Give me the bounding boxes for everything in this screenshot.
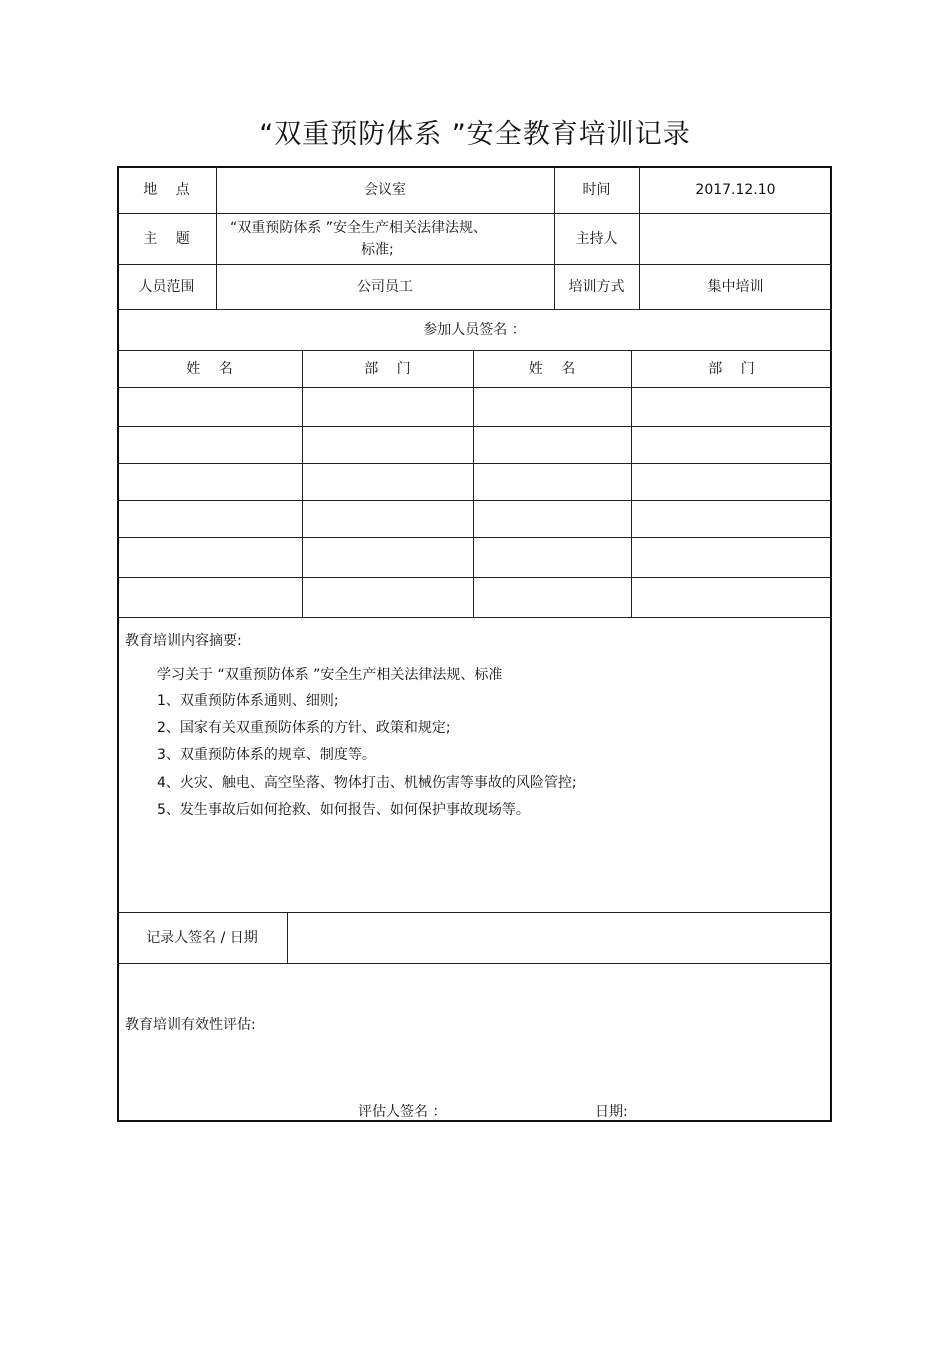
summary-item: 5、发生事故后如何抢救、如何报告、如何保护事故现场等。 xyxy=(157,802,530,818)
host-value[interactable] xyxy=(639,213,832,264)
attendee-name-cell[interactable] xyxy=(117,577,302,617)
attendee-name-cell[interactable] xyxy=(117,463,302,500)
location-value[interactable]: 会议室 xyxy=(364,181,406,198)
column-header-name: 姓 名 xyxy=(528,360,576,377)
summary-item: 3、双重预防体系的规章、制度等。 xyxy=(157,747,376,763)
attendee-name-cell[interactable] xyxy=(473,537,631,577)
attendee-department-cell[interactable] xyxy=(631,426,832,463)
topic-value[interactable] xyxy=(216,213,554,264)
summary-intro: 学习关于 “双重预防体系 ”安全生产相关法律法规、标准 xyxy=(157,667,503,683)
attendee-department-cell[interactable] xyxy=(631,537,832,577)
attendee-department-cell[interactable] xyxy=(302,463,473,500)
column-header-department: 部 门 xyxy=(364,360,411,377)
attendee-name-cell[interactable] xyxy=(473,500,631,537)
attendee-department-cell[interactable] xyxy=(302,537,473,577)
scope-value[interactable]: 公司员工 xyxy=(357,278,413,295)
attendee-department-cell[interactable] xyxy=(302,577,473,617)
attendee-name-cell[interactable] xyxy=(117,387,302,426)
summary-item: 4、火灾、触电、高空坠落、物体打击、机械伤害等事故的风险管控; xyxy=(157,775,577,791)
attendee-department-cell[interactable] xyxy=(631,500,832,537)
recorder-signature-field[interactable] xyxy=(287,912,832,963)
attendee-name-cell[interactable] xyxy=(117,500,302,537)
summary-item: 1、双重预防体系通则、细则; xyxy=(157,693,339,709)
attendee-department-cell[interactable] xyxy=(302,500,473,537)
evaluator-signature-label: 评估人签名 ： xyxy=(358,1104,447,1120)
attendee-department-cell[interactable] xyxy=(631,577,832,617)
summary-item: 2、国家有关双重预防体系的方针、政策和规定; xyxy=(157,720,451,736)
method-value[interactable]: 集中培训 xyxy=(707,278,764,295)
evaluation-heading: 教育培训有效性评估: xyxy=(125,1017,256,1033)
attendee-name-cell[interactable] xyxy=(473,577,631,617)
topic-label: 主 题 xyxy=(143,230,190,247)
row-divider xyxy=(117,963,832,964)
topic-value-line2: 标准; xyxy=(361,241,394,258)
row-divider xyxy=(117,617,832,618)
attendee-name-cell[interactable] xyxy=(117,537,302,577)
attendee-name-cell[interactable] xyxy=(473,426,631,463)
evaluation-date-label: 日期: xyxy=(595,1104,628,1120)
location-label: 地 点 xyxy=(143,181,190,198)
attendee-department-cell[interactable] xyxy=(631,387,832,426)
time-label: 时间 xyxy=(582,181,611,198)
scope-label: 人员范围 xyxy=(138,278,195,295)
attendee-department-cell[interactable] xyxy=(302,426,473,463)
attendee-name-cell[interactable] xyxy=(117,426,302,463)
attendance-heading: 参加人员签名 ： xyxy=(423,321,526,338)
column-header-name: 姓 名 xyxy=(186,360,233,377)
attendee-name-cell[interactable] xyxy=(473,463,631,500)
time-value[interactable]: 2017.12.10 xyxy=(695,181,776,198)
summary-heading: 教育培训内容摘要: xyxy=(125,633,242,649)
attendee-name-cell[interactable] xyxy=(473,387,631,426)
page-title: “双重预防体系 ”安全教育培训记录 xyxy=(259,119,691,150)
attendee-department-cell[interactable] xyxy=(631,463,832,500)
topic-value-line1: “双重预防体系 ”安全生产相关法律法规、 xyxy=(230,219,487,236)
attendee-department-cell[interactable] xyxy=(302,387,473,426)
method-label: 培训方式 xyxy=(568,278,625,295)
recorder-label: 记录人签名 / 日期 xyxy=(146,929,258,946)
host-label: 主持人 xyxy=(575,230,618,247)
column-header-department: 部 门 xyxy=(708,360,755,377)
